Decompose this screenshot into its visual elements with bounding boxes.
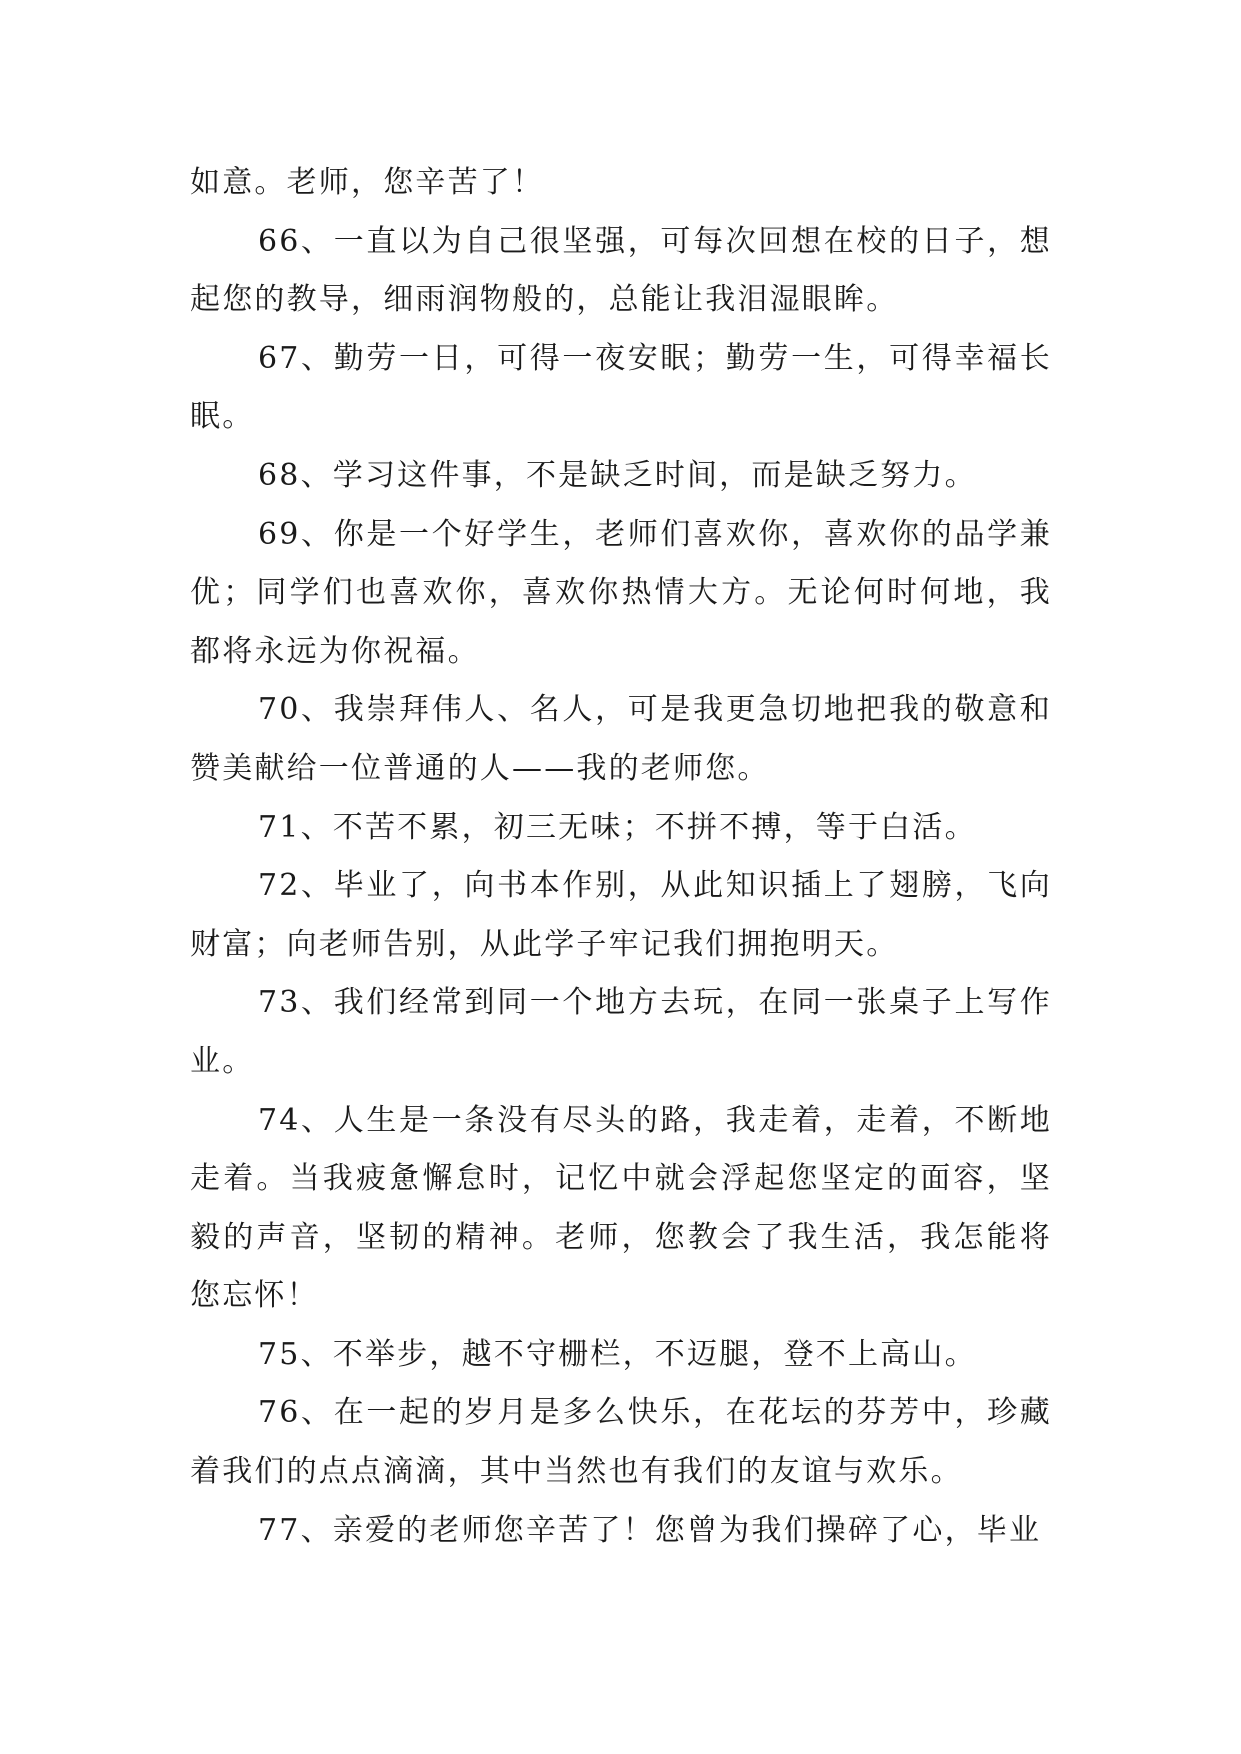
paragraph-continuation: 如意。老师，您辛苦了！ (190, 165, 545, 200)
paragraph-69: 69、你是一个好学生，老师们喜欢你，喜欢你的品学兼优；同学们也喜欢你，喜欢你热情大方。无论何时何地，我都将永远为你祝福。 (190, 516, 1052, 669)
document-body (190, 154, 1052, 1560)
paragraph-72: 72、毕业了，向书本作别，从此知识插上了翅膀，飞向财富；向老师告别，从此学子牢记我们拥抱明天。 (190, 868, 1052, 962)
paragraph-66: 66、一直以为自己很坚强，可每次回想在校的日子，想起您的教导，细雨润物般的，总能让我泪湿眼眸。 (190, 223, 1052, 318)
paragraph-73: 73、我们经常到同一个地方去玩，在同一张桌子上写作业。 (190, 985, 1052, 1079)
paragraph-75: 75、不举步，越不守栅栏，不迈腿，登不上高山。 (258, 1336, 977, 1372)
paragraph-70: 70、我崇拜伟人、名人，可是我更急切地把我的敬意和赞美献给一位普通的人——我的老师您。 (190, 692, 1052, 786)
paragraph-74: 74、人生是一条没有尽头的路，我走着，走着，不断地走着。当我疲惫懈怠时，记忆中就会浮起您坚定的面容，坚毅的声音，坚韧的精神。老师，您教会了我生活，我怎能将您忘怀！ (190, 1102, 1052, 1314)
paragraph-76: 76、在一起的岁月是多么快乐，在花坛的芬芳中，珍藏着我们的点点滴滴，其中当然也有我们的友谊与欢乐。 (190, 1395, 1052, 1490)
paragraph-68: 68、学习这件事，不是缺乏时间，而是缺乏努力。 (258, 457, 977, 493)
paragraph-67: 67、勤劳一日，可得一夜安眠；勤劳一生，可得幸福长眠。 (190, 340, 1052, 435)
paragraph-77: 77、亲爱的老师您辛苦了！您曾为我们操碎了心，毕业 (258, 1512, 1042, 1548)
paragraph-71: 71、不苦不累，初三无味；不拼不搏，等于白活。 (258, 809, 977, 845)
